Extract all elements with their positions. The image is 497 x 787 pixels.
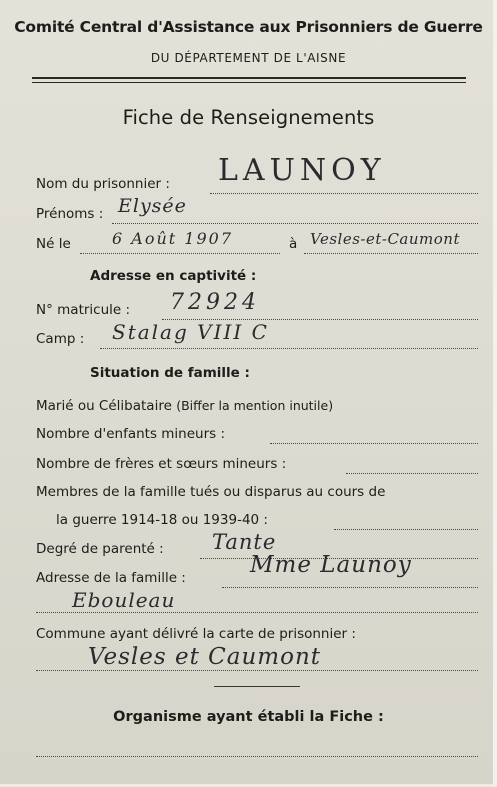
enfants-label: Nombre d'enfants mineurs : — [36, 426, 226, 442]
camp-label: Camp : — [36, 331, 85, 347]
organisme-line — [36, 756, 478, 757]
commune-line — [36, 670, 478, 671]
commune-label: Commune ayant délivré la carte de prisonnier : — [36, 626, 356, 642]
marie-text: Marié ou Célibataire — [36, 398, 172, 414]
matricule-value: 72924 — [170, 290, 260, 315]
membres-label-1: Membres de la famille tués ou disparus au cours de — [36, 484, 386, 500]
marie-label — [36, 398, 333, 414]
marie-note: (Biffer la mention inutile) — [176, 398, 334, 413]
adresse-famille-line-2 — [36, 612, 478, 613]
ne-le-value: 6 Août 1907 — [112, 229, 233, 248]
membres-line — [334, 529, 478, 530]
organisme-label: Organisme ayant établi la Fiche : — [113, 709, 384, 725]
camp-value: Stalag VIII C — [112, 320, 269, 344]
degre-label: Degré de parenté : — [36, 541, 164, 557]
freres-line — [346, 473, 478, 474]
adresse-captivite-heading: Adresse en captivité : — [90, 268, 257, 284]
committee-header: Comité Central d'Assistance aux Prisonniers de Guerre — [14, 18, 483, 36]
form-title: Fiche de Renseignements — [122, 106, 375, 129]
header-rule-thick — [32, 77, 466, 79]
prenoms-line — [112, 223, 478, 224]
nom-line — [210, 193, 478, 194]
commune-value: Vesles et Caumont — [88, 644, 321, 670]
department-subheader: DU DÉPARTEMENT DE L'AISNE — [150, 51, 347, 65]
nom-label: Nom du prisonnier : — [36, 176, 170, 192]
adresse-famille-line — [222, 587, 478, 588]
ne-le-line — [80, 253, 280, 254]
freres-label: Nombre de frères et sœurs mineurs : — [36, 456, 287, 472]
a-line — [304, 253, 478, 254]
nom-value: LAUNOY — [218, 153, 386, 188]
header-rule-thin — [32, 82, 466, 83]
degre-value: Tante — [212, 530, 277, 554]
situation-heading: Situation de famille : — [90, 365, 250, 381]
camp-line — [100, 348, 478, 349]
matricule-label: N° matricule : — [36, 302, 131, 318]
prenoms-label: Prénoms : — [36, 206, 104, 222]
adresse-famille-value: Mme Launoy — [250, 552, 412, 578]
a-label: à — [289, 236, 298, 252]
adresse-famille-value-2: Ebouleau — [72, 588, 176, 612]
adresse-famille-label: Adresse de la famille : — [36, 570, 186, 586]
section-separator — [214, 686, 300, 687]
membres-label-2: la guerre 1914-18 ou 1939-40 : — [56, 512, 268, 528]
enfants-line — [270, 443, 478, 444]
ne-le-label: Né le — [36, 236, 71, 252]
a-value: Vesles-et-Caumont — [310, 230, 460, 248]
prenoms-value: Elysée — [118, 195, 187, 217]
